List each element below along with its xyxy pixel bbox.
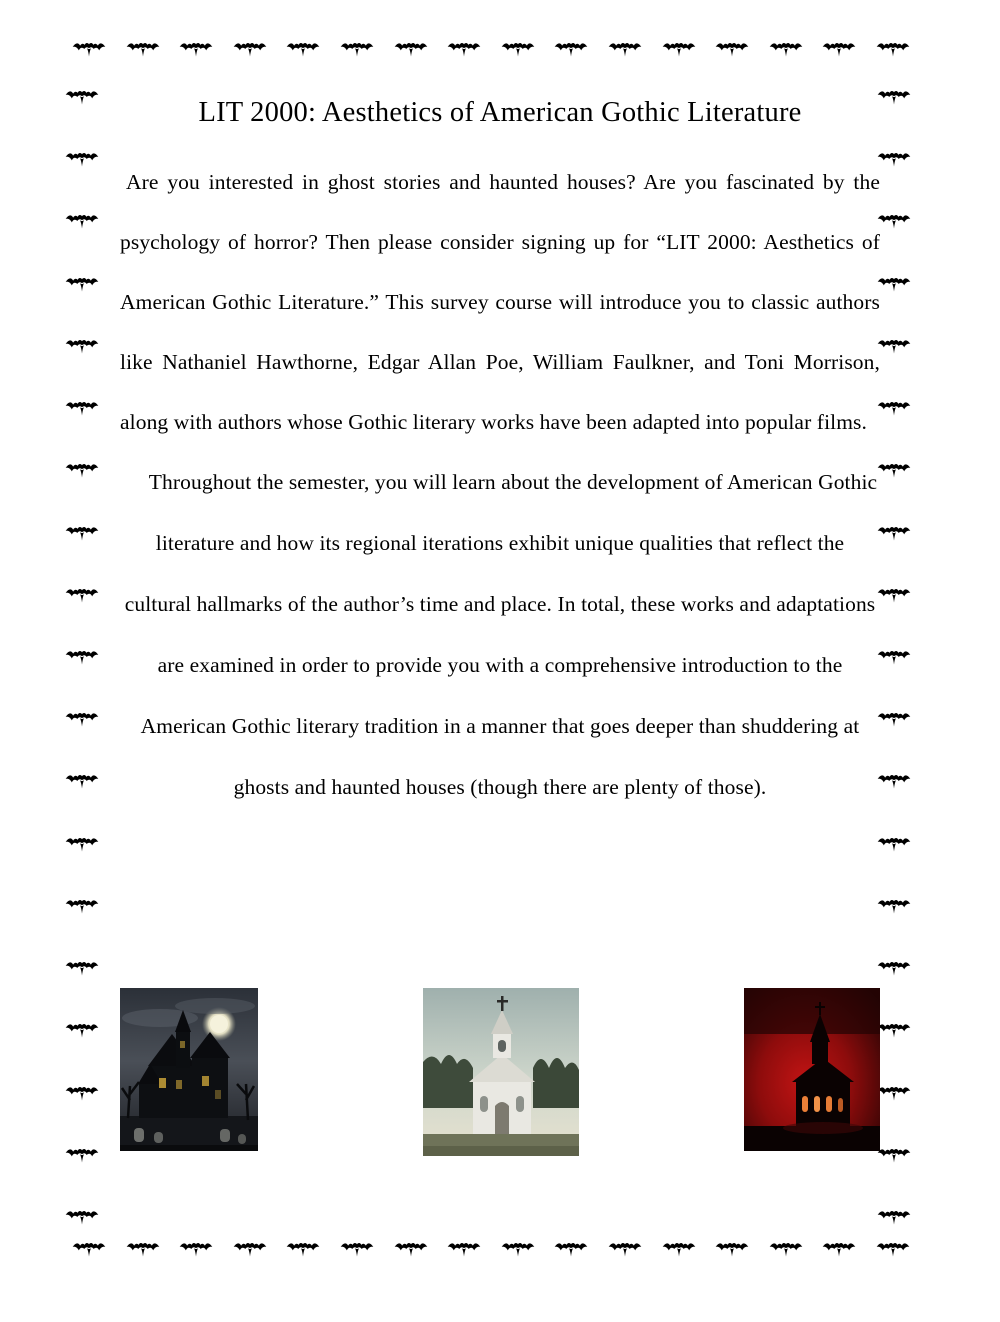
bat-icon — [65, 399, 99, 419]
bat-icon — [65, 586, 99, 606]
bat-icon — [179, 40, 213, 60]
bat-border-left — [64, 88, 100, 1228]
bat-icon — [662, 1240, 696, 1260]
bat-icon — [126, 1240, 160, 1260]
bat-icon — [65, 897, 99, 917]
bat-icon — [65, 835, 99, 855]
bat-icon — [877, 1021, 911, 1041]
paragraph-intro: Are you interested in ghost stories and haunted houses? Are you fascinated by the psychology of horror? Then please consider signing up for “LIT 2000: Aesthetics of American Gothic Literature.” This survey course will introduce you to classic authors like Nathaniel Hawthorne, Edgar Allan Poe, William Faulkner, and Toni Morrison, along with authors whose Gothic literary works have been adapted into popular films. — [120, 170, 880, 435]
bat-icon — [715, 40, 749, 60]
bat-icon — [554, 40, 588, 60]
bat-icon — [608, 40, 642, 60]
bat-icon — [65, 648, 99, 668]
bat-icon — [65, 1208, 99, 1228]
bat-icon — [877, 835, 911, 855]
bat-icon — [877, 772, 911, 792]
bat-border-right — [876, 88, 912, 1228]
bat-icon — [65, 1084, 99, 1104]
bat-icon — [394, 1240, 428, 1260]
image-row — [120, 988, 880, 1156]
bat-icon — [501, 1240, 535, 1260]
bat-icon — [65, 337, 99, 357]
bat-border-top — [72, 40, 910, 60]
bat-icon — [65, 212, 99, 232]
bat-icon — [501, 40, 535, 60]
bat-icon — [340, 40, 374, 60]
bat-icon — [877, 586, 911, 606]
bat-icon — [877, 1146, 911, 1166]
bat-icon — [65, 1021, 99, 1041]
bat-icon — [877, 212, 911, 232]
bat-icon — [72, 1240, 106, 1260]
bat-icon — [877, 648, 911, 668]
bat-icon — [877, 337, 911, 357]
bat-icon — [662, 40, 696, 60]
bat-icon — [65, 150, 99, 170]
bat-icon — [822, 1240, 856, 1260]
bat-icon — [877, 1208, 911, 1228]
bat-icon — [447, 40, 481, 60]
bat-icon — [65, 461, 99, 481]
bat-icon — [877, 461, 911, 481]
bat-icon — [877, 150, 911, 170]
bat-icon — [65, 1146, 99, 1166]
bat-icon — [877, 275, 911, 295]
bat-icon — [877, 88, 911, 108]
bat-icon — [876, 1240, 910, 1260]
paragraph-course-description: Throughout the semester, you will learn about the development of American Gothic literature and how its regional iterations exhibit unique qualities that reflect the cultural hallmarks of the author’s time and place. In total, these works and adaptations are examined in order to provide you with a comprehensive introduction to the American Gothic literary tradition in a manner that goes deeper than shuddering at ghosts and haunted houses (though there are plenty of those). — [124, 470, 878, 800]
bat-icon — [65, 710, 99, 730]
bat-icon — [340, 1240, 374, 1260]
bat-icon — [65, 959, 99, 979]
flyer-content — [120, 96, 880, 818]
bat-icon — [447, 1240, 481, 1260]
bat-icon — [877, 710, 911, 730]
bat-icon — [286, 1240, 320, 1260]
bat-icon — [769, 1240, 803, 1260]
bat-icon — [286, 40, 320, 60]
bat-border-bottom — [72, 1240, 910, 1260]
bat-icon — [65, 275, 99, 295]
bat-icon — [769, 40, 803, 60]
bat-icon — [233, 40, 267, 60]
red-church-silhouette-photo — [744, 988, 880, 1151]
bat-icon — [715, 1240, 749, 1260]
bat-icon — [554, 1240, 588, 1260]
white-church-photo — [423, 988, 579, 1156]
bat-icon — [876, 40, 910, 60]
bat-icon — [179, 1240, 213, 1260]
bat-icon — [877, 897, 911, 917]
bat-icon — [233, 1240, 267, 1260]
bat-icon — [72, 40, 106, 60]
bat-icon — [394, 40, 428, 60]
bat-icon — [877, 399, 911, 419]
haunted-house-photo — [120, 988, 258, 1151]
page-title: LIT 2000: Aesthetics of American Gothic Literature — [198, 97, 802, 128]
bat-icon — [126, 40, 160, 60]
bat-icon — [877, 959, 911, 979]
bat-icon — [608, 1240, 642, 1260]
bat-icon — [65, 772, 99, 792]
bat-icon — [65, 524, 99, 544]
bat-icon — [822, 40, 856, 60]
bat-icon — [877, 524, 911, 544]
bat-icon — [877, 1084, 911, 1104]
bat-icon — [65, 88, 99, 108]
